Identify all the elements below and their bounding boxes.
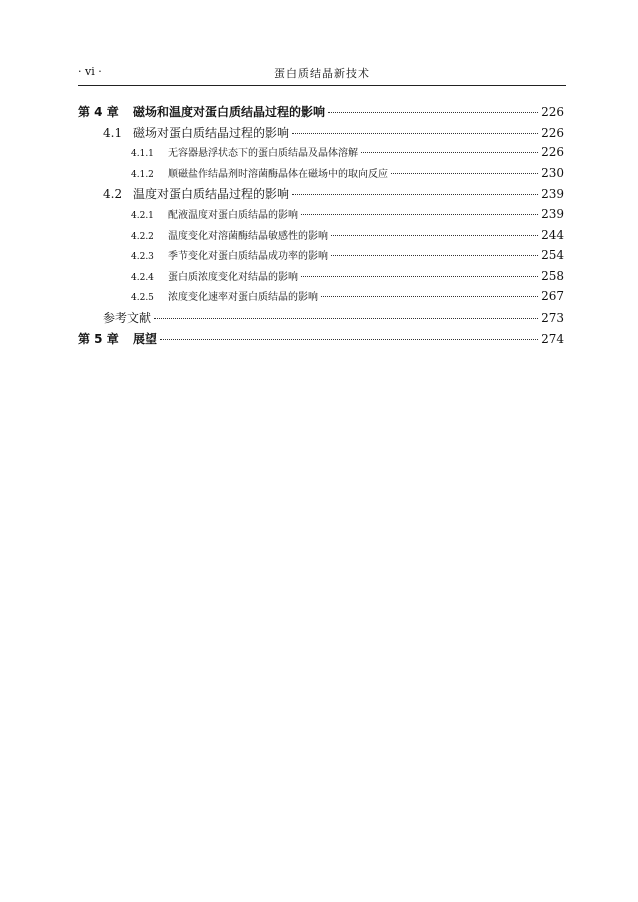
toc-entry-page: 226: [541, 125, 564, 140]
toc-entry-label: [78, 103, 325, 120]
toc-entry-number: 4.2.4: [131, 272, 154, 283]
toc-entry-section-4-2-2[interactable]: [78, 227, 564, 248]
toc-entry-page: 244: [541, 227, 564, 242]
toc-entry-number: 4.2.2: [131, 231, 154, 242]
toc-entry-page: 226: [541, 145, 564, 160]
toc-leader-dots: [328, 112, 538, 113]
toc-entry-page: 273: [541, 310, 564, 325]
toc-entry-title: 配液温度对蛋白质结晶的影响: [168, 209, 298, 221]
table-of-contents: [78, 103, 564, 350]
toc-entry-section-4-2[interactable]: [78, 185, 564, 206]
toc-entry-section-4-1-2[interactable]: [78, 165, 564, 186]
toc-entry-page: 239: [541, 206, 564, 221]
toc-entry-section-4-2-3[interactable]: [78, 247, 564, 268]
toc-entry-title: 顺磁盐作结晶剂时溶菌酶晶体在磁场中的取向反应: [168, 168, 388, 180]
toc-entry-page: 258: [541, 268, 564, 283]
toc-entry-label: [78, 330, 157, 347]
toc-leader-dots: [154, 318, 538, 319]
toc-entry-page: 230: [541, 165, 564, 180]
toc-entry-title: 浓度变化速率对蛋白质结晶的影响: [168, 292, 318, 304]
toc-entry-title: 蛋白质浓度变化对结晶的影响: [168, 271, 298, 283]
toc-entry-page: 267: [541, 289, 564, 304]
toc-entry-label: [103, 124, 289, 141]
running-title: 蛋白质结晶新技术: [274, 67, 370, 80]
toc-leader-dots: [160, 339, 538, 340]
toc-entry-label: [131, 288, 318, 303]
toc-entry-label: [103, 309, 151, 326]
toc-entry-references[interactable]: [78, 309, 564, 330]
toc-entry-title: 磁场对蛋白质结晶过程的影响: [133, 125, 290, 140]
page-number: · vi ·: [78, 65, 102, 78]
toc-entry-title: 磁场和温度对蛋白质结晶过程的影响: [133, 105, 326, 119]
toc-leader-dots: [301, 276, 538, 277]
toc-entry-number: 第 4 章: [78, 105, 119, 119]
toc-entry-title: 季节变化对蛋白质结晶成功率的影响: [168, 251, 328, 263]
toc-leader-dots: [331, 235, 538, 236]
toc-entry-chapter-4[interactable]: [78, 103, 564, 124]
toc-entry-title: 温度对蛋白质结晶过程的影响: [133, 187, 290, 202]
toc-entry-section-4-2-5[interactable]: [78, 288, 564, 309]
toc-entry-title: 无容器悬浮状态下的蛋白质结晶及晶体溶解: [168, 148, 358, 160]
toc-entry-number: 4.2.5: [131, 293, 154, 304]
toc-entry-chapter-5[interactable]: [78, 330, 564, 351]
toc-entry-page: 254: [541, 248, 564, 263]
toc-entry-page: 239: [541, 187, 564, 202]
toc-entry-label: [131, 206, 298, 221]
toc-entry-page: 226: [541, 105, 564, 119]
toc-entry-title: 展望: [133, 331, 158, 346]
toc-entry-label: [131, 247, 328, 262]
toc-leader-dots: [292, 194, 538, 195]
toc-leader-dots: [361, 152, 538, 153]
toc-entry-number: 4.2: [103, 187, 123, 202]
running-header: [78, 63, 566, 86]
toc-entry-section-4-2-4[interactable]: [78, 268, 564, 289]
toc-leader-dots: [321, 296, 538, 297]
toc-leader-dots: [292, 133, 538, 134]
toc-entry-label: [103, 185, 289, 202]
toc-entry-number: 4.2.1: [131, 210, 154, 221]
toc-leader-dots: [301, 214, 538, 215]
toc-entry-title: 温度变化对溶菌酶结晶敏感性的影响: [168, 230, 328, 242]
toc-entry-number: 4.1.2: [131, 169, 154, 180]
toc-entry-label: [131, 165, 388, 180]
toc-entry-label: [131, 227, 328, 242]
toc-entry-title: 参考文献: [103, 310, 152, 325]
toc-entry-section-4-2-1[interactable]: [78, 206, 564, 227]
toc-leader-dots: [331, 255, 538, 256]
toc-entry-number: 第 5 章: [78, 331, 119, 346]
toc-entry-number: 4.1.1: [131, 149, 154, 160]
toc-entry-label: [131, 144, 358, 159]
toc-entry-number: 4.2.3: [131, 252, 154, 263]
toc-entry-section-4-1-1[interactable]: [78, 144, 564, 165]
toc-entry-label: [131, 268, 298, 283]
toc-entry-number: 4.1: [103, 125, 123, 140]
toc-leader-dots: [391, 173, 538, 174]
toc-entry-section-4-1[interactable]: [78, 124, 564, 145]
toc-entry-page: 274: [541, 331, 564, 346]
